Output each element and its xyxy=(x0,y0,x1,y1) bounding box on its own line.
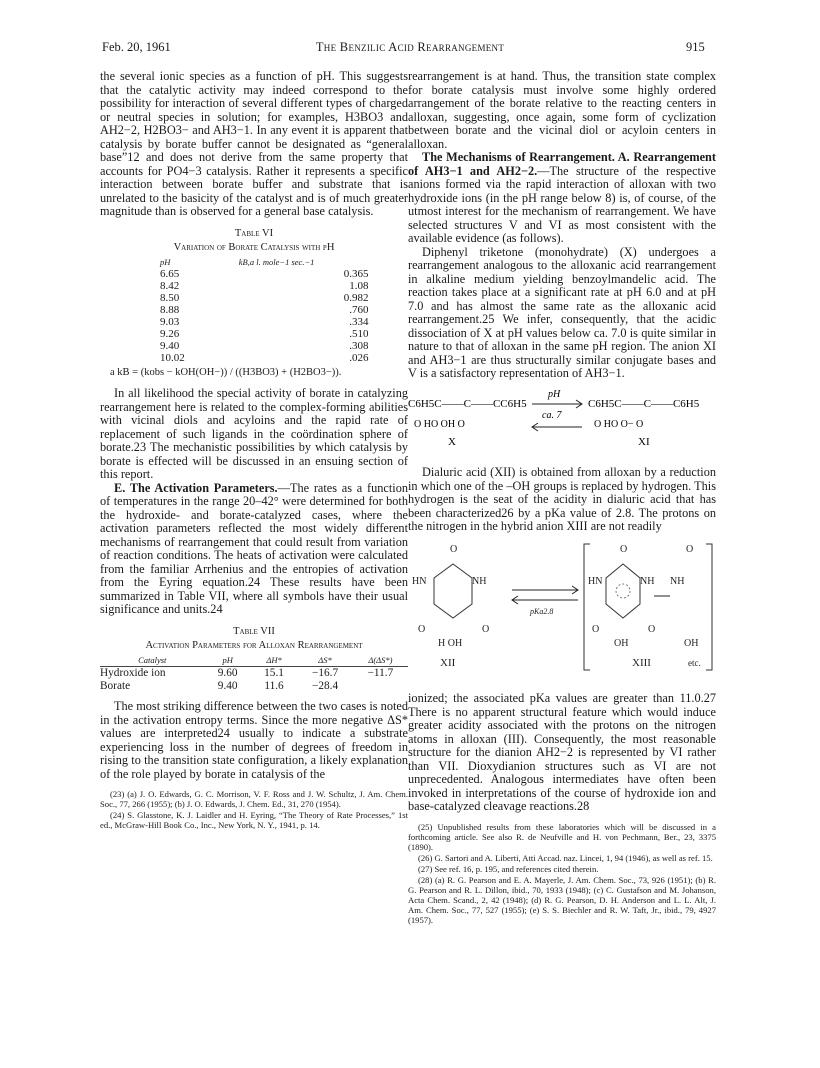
atom-label: O xyxy=(648,623,656,635)
table-cell: 9.40 xyxy=(160,339,180,352)
structure-x-formula: C6H5C——C——CC6H5 xyxy=(408,397,527,410)
table-header: Δ(ΔS*) xyxy=(353,654,408,667)
atom-label: HN xyxy=(588,575,603,587)
structure-xiii-label: XIII xyxy=(632,656,651,669)
table-cell: 6.65 xyxy=(160,267,180,280)
paragraph-text: —The rates as a function of temperatures in the range 20–42° were determined for both the hydroxide- and borate-catalyzed cases, where the activation parameters reflected the most widely different mechanisms of rearrangement that could result from variation of reaction conditions. The heats of activation were calculated from the familiar Arrhenius and the entropies of activation from the Eyring equation.24 These results have been summarized in Table VII, where all symbols have their usual significance and units.24 xyxy=(100,480,408,616)
table-row xyxy=(160,292,368,304)
section-heading: The Mechanisms of Rearrangement. A. Rearrangement of AH3−1 and AH2−2. xyxy=(408,150,716,178)
table-cell: 10.02 xyxy=(160,351,185,364)
arrow-label-top: pH xyxy=(548,388,561,400)
header-page-number: 915 xyxy=(686,40,705,54)
table-row xyxy=(100,667,408,680)
reference: (28) (a) R. G. Pearson and E. A. Mayerle, J. Am. Chem. Soc., 73, 926 (1951); (b) R. G. Pearson and R. L. Dillon, ibid., 70, 1933 (1948); (c) C. Gustafson and M. Johanson, Acta Chem. Scand., 2, 42 (1948); (d) R. G. Pearson, D. H. Anderson and L. L. Alt, J. Am. Chem. Soc., 77, 527 (1955); (e) S. S. Biechler and R. W. Taft, Jr., ibid., 79, 4927 (1957). xyxy=(408,874,716,925)
table-cell: 8.50 xyxy=(160,291,180,304)
structure-xi-formula: C6H5C——C——C6H5 xyxy=(588,397,700,410)
table-row xyxy=(160,304,368,316)
atom-label: HN xyxy=(412,575,427,587)
table-header: ΔH* xyxy=(251,654,297,667)
table-cell: 9.03 xyxy=(160,315,180,328)
table-header: Catalyst xyxy=(100,654,204,667)
arrow-label-bottom: ca. 7 xyxy=(542,409,562,421)
bracket-left xyxy=(584,544,590,670)
atom-label: NH xyxy=(640,575,655,587)
atom-label: O xyxy=(686,543,694,555)
table-cell: .308 xyxy=(349,339,369,352)
structure-x-label: X xyxy=(448,435,456,448)
ring-xiii-a xyxy=(606,564,640,618)
table-cell: 9.26 xyxy=(160,327,180,340)
table-cell: −28.4 xyxy=(311,679,339,692)
table-cell: 0.365 xyxy=(343,267,369,280)
table-vi-label: Table VI xyxy=(234,227,274,239)
table-cell: .026 xyxy=(349,351,369,364)
atom-label: O xyxy=(418,623,426,635)
atom-label: O xyxy=(482,623,490,635)
structure-xi-label: XI xyxy=(638,435,650,448)
table-cell: 8.88 xyxy=(160,303,180,316)
table-cell: 1.08 xyxy=(349,279,369,292)
footnotes xyxy=(100,789,408,830)
table-cell: .510 xyxy=(349,327,369,340)
table-row xyxy=(160,268,368,280)
atom-label: O xyxy=(620,543,628,555)
atom-label: O xyxy=(450,543,458,555)
atom-label: O xyxy=(592,623,600,635)
table-header: pH xyxy=(160,256,171,267)
table-vii xyxy=(100,654,408,693)
table-row xyxy=(160,328,368,340)
paragraph: In all likelihood the special activity of borate in catalyzing rearrangement here is related to the complex-forming abilities with vicinal diols and acyloins and the rapid rate of replacement of such ligands in the coördination sphere of borate.23 The mechanistic possibilities by which catalysis by borate is effected will be discussed in an ensuing section of this report. xyxy=(100,386,408,481)
table-row xyxy=(160,352,368,364)
atom-label: OH xyxy=(614,637,629,649)
left-column xyxy=(100,70,408,831)
arrow-label: pKa2.8 xyxy=(530,606,554,616)
paragraph: ionized; the associated pKa values are greater than 11.0.27 There is no apparent structural feature which would induce greater acidity associated with the protons on the nitrogen atoms in alloxan (III). Consequently, the most reasonable structure for the dianion AH2−2 is represented by VI rather than VII. Dioxydianion structures such as VI are not unprecedented. Analogous intermediates have often been invoked in interpretations of the course of hydroxide ion and base-catalyzed cleavage reactions.28 xyxy=(408,691,716,813)
table-cell: 8.42 xyxy=(160,279,180,292)
paragraph: the several ionic species as a function of pH. This suggests that the catalytic activity may indeed correspond to the possibility for interaction of several different types of charged or neutral species in solution; for examples, H3BO3 and AH2−2, H2BO3− and AH3−1. In any event it is apparent that catalysis by borate buffer cannot be designated as “general base”12 and does not derive from the same property that accounts for PO4−3 catalysis. Rather it represents a specific interaction between borate buffer and substrate that is unrelated to the basicity of the catalyst and is of much greater magnitude than is observed for a general base catalysis. xyxy=(100,69,408,218)
table-cell: Hydroxide ion xyxy=(100,667,166,679)
table-cell: .334 xyxy=(349,315,369,328)
delocalized-charge-icon xyxy=(616,584,630,598)
ring-xii xyxy=(434,564,472,618)
table-cell: Borate xyxy=(100,679,131,692)
atom-label: NH xyxy=(472,575,487,587)
table-header: pH xyxy=(204,654,250,667)
section-heading: E. The Activation Parameters. xyxy=(114,480,278,495)
paragraph: The most striking difference between the two cases is noted in the activation entropy terms. Since the more negative ΔS* values are interpreted24 usually to indicate a substrate experiencing loss in the number of degrees of freedom in rising to the transition state configuration, a likely explanation of the role played by borate in catalysis of the xyxy=(100,699,408,781)
dialuric-acid-structures xyxy=(408,538,716,683)
table-cell: 15.1 xyxy=(264,667,284,679)
table-cell: 9.40 xyxy=(217,679,238,692)
table-cell: 11.6 xyxy=(264,679,284,692)
table-vii-label: Table VII xyxy=(233,625,275,637)
running-header xyxy=(0,40,820,56)
header-date: Feb. 20, 1961 xyxy=(102,40,171,54)
reference: (24) S. Glasstone, K. J. Laidler and H. Eyring, “The Theory of Rate Processes,” 1st ed., McGraw-Hill Book Co., Inc., New York, N. Y., 1941, p. 14. xyxy=(100,810,408,830)
reference: (25) Unpublished results from these laboratories which will be discussed in a forthcoming article. See also R. de Neufville and H. von Pechmann, Ber., 23, 3375 (1890). xyxy=(408,821,716,852)
table-cell: 9.60 xyxy=(217,667,238,679)
header-title: The Benzilic Acid Rearrangement xyxy=(315,40,505,54)
atom-label: NH xyxy=(670,575,685,587)
table-row xyxy=(160,280,368,292)
reference: (23) (a) J. O. Edwards, G. C. Morrison, V. F. Ross and J. W. Schultz, J. Am. Chem. Soc., 77, 266 (1955); (b) J. O. Edwards, J. Chem. Ed., 31, 270 (1954). xyxy=(100,789,408,809)
paragraph xyxy=(408,151,716,246)
structure-xi-substituents: O HO O− O xyxy=(594,418,644,430)
structure-x-substituents: O HO OH O xyxy=(414,418,465,430)
paragraph: rearrangement is at hand. Thus, the transition state complex for borate catalysis must involve some highly ordered arrangement of the borate relative to the reacting centers in alloxan, suggesting, once again, some form of cyclization between borate and the vicinal diol or acyloin centers in alloxan. xyxy=(408,69,716,151)
table-cell: −11.7 xyxy=(367,667,394,679)
bracket-right xyxy=(706,544,712,670)
paragraph: Dialuric acid (XII) is obtained from alloxan by a reduction in which one of the –OH groups is replaced by hydrogen. This hydrogen is the seat of the acidity in dialuric acid that has been characterized26 by a pKa value of 2.8. The protons on the nitrogen in the hybrid anion XIII are not readily xyxy=(408,465,716,533)
paragraph: Diphenyl triketone (monohydrate) (X) undergoes a rearrangement analogous to the alloxanic acid rearrangement in alkaline medium yielding benzoylmandelic acid. The reaction takes place at a significant rate at pH 6.0 and at pH 7.0 and has almost the same rate as the alloxanic acid rearrangement.25 We infer, consequently, that the acidic dissociation of X at pH values below ca. 7.0 is quite similar in nature to that of alloxan in the same pH region. The anion XI and AH3−1 are thus structurally similar conjugate bases and V is a satisfactory representation of AH3−1. xyxy=(408,244,716,380)
etc-label: etc. xyxy=(688,657,701,668)
paragraph-text: —The structure of the respective anions formed via the rapid interaction of alloxan with two hydroxide ions (in the pH range below 8) is, of course, of the utmost interest for the mechanism of rearrangement. We have selected structures V and VI as most consistent with the available evidence (as follows). xyxy=(408,163,716,245)
table-cell: −16.7 xyxy=(311,667,339,679)
structure-xii-label: XII xyxy=(440,656,456,669)
table-vi-footnote: a kB = (kobs − kOH(OH−)) / ((H3BO3) + (H2BO3−)). xyxy=(110,366,342,378)
atom-label: OH xyxy=(684,637,699,649)
table-row xyxy=(100,680,408,693)
paragraph xyxy=(100,482,408,617)
table-cell: 0.982 xyxy=(343,291,369,304)
table-cell: .760 xyxy=(349,303,369,316)
table-vi xyxy=(160,256,368,364)
table-row xyxy=(160,340,368,352)
right-column xyxy=(408,70,716,926)
reaction-scheme-x-xi xyxy=(408,387,716,455)
table-row xyxy=(160,316,368,328)
table-header: kB,a l. mole−1 sec.−1 xyxy=(238,256,315,267)
table-vi-caption: Variation of Borate Catalysis with pH xyxy=(173,242,335,253)
footnotes xyxy=(408,822,716,925)
table-cell xyxy=(353,680,408,693)
table-header: ΔS* xyxy=(297,654,353,667)
table-vii-caption: Activation Parameters for Alloxan Rearrangement xyxy=(145,640,363,651)
atom-label: H OH xyxy=(438,637,463,649)
reference: (27) See ref. 16, p. 195, and references cited therein. xyxy=(418,863,599,874)
reference: (26) G. Sartori and A. Liberti, Atti Accad. naz. Lincei, 1, 94 (1946), as well as ref. 15. xyxy=(418,852,713,863)
